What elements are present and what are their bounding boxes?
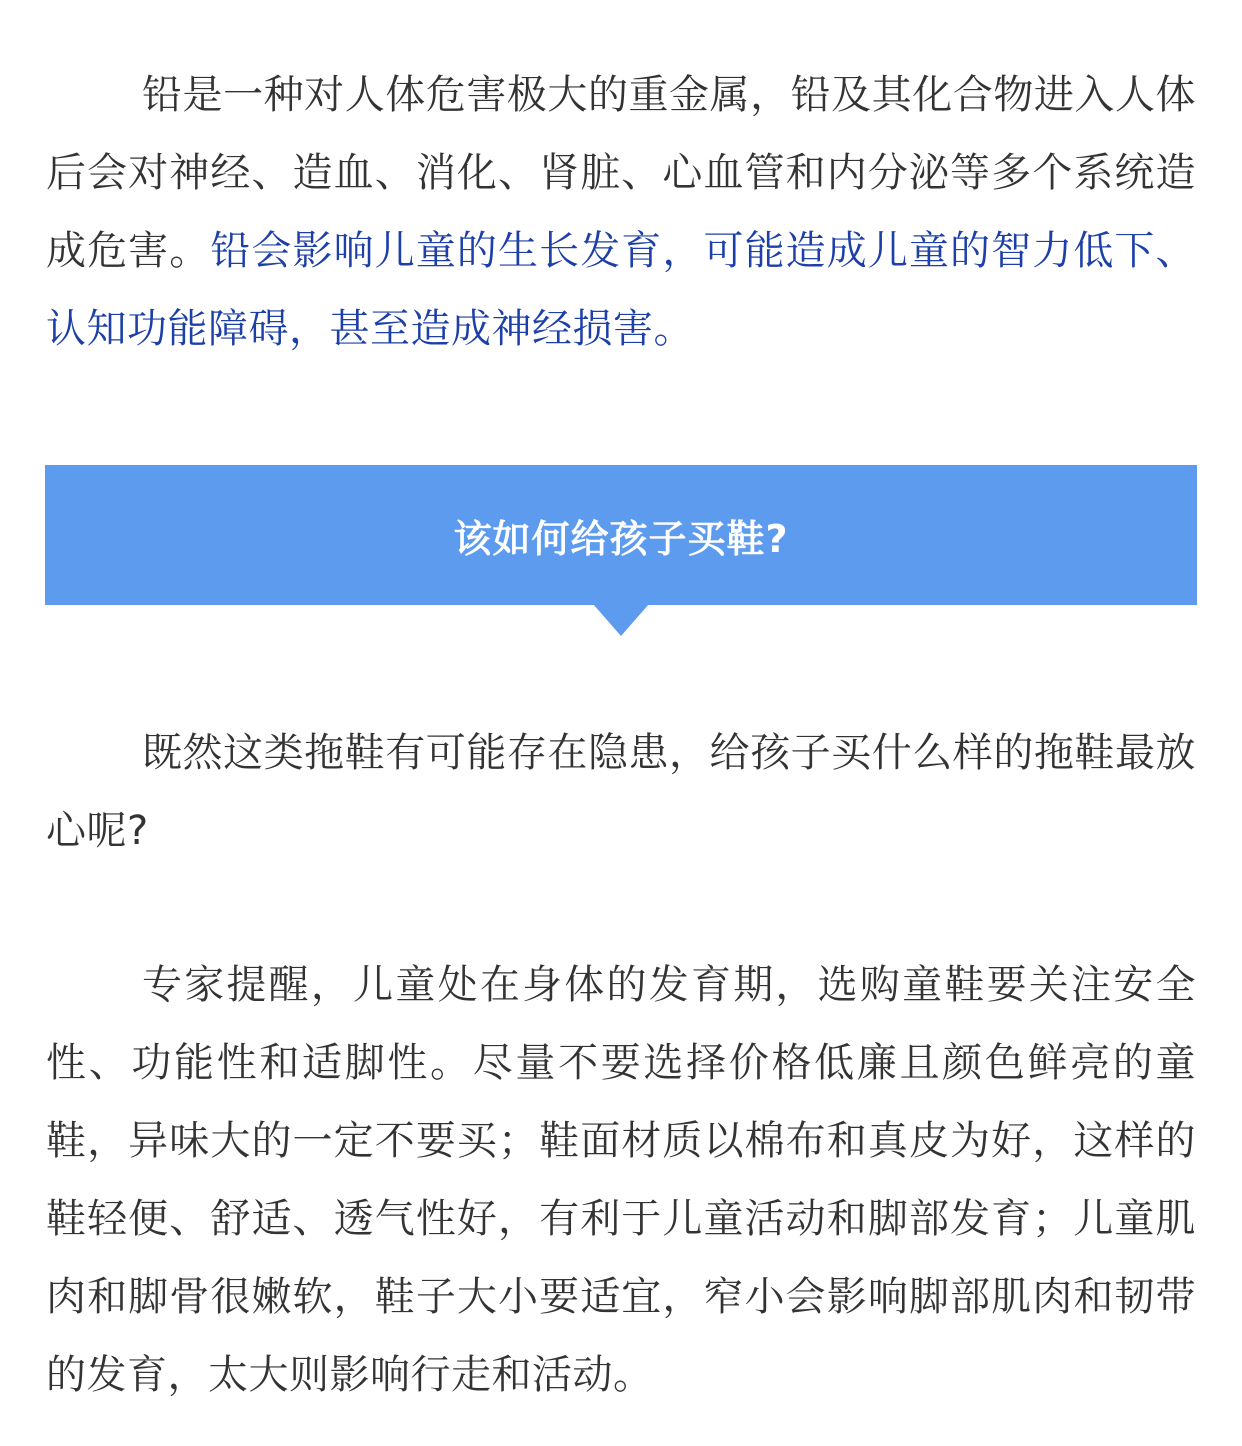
intro-paragraph xyxy=(46,56,1196,368)
intro-text: 铅是一种对人体危害极大的重金属，铅及其化合物进入人体后会对神经、造血、消化、肾脏、心血管和内分泌等多个系统造成危害。 xyxy=(46,72,1196,274)
section-title: 该如何给孩子买鞋? xyxy=(453,516,789,561)
banner-pointer-arrow-icon xyxy=(593,604,649,636)
highlighted-warning-text: 铅会影响儿童的生长发育，可能造成儿童的智力低下、认知功能障碍，甚至造成神经损害。 xyxy=(46,228,1197,352)
expert-advice-paragraph: 专家提醒，儿童处在身体的发育期，选购童鞋要关注安全性、功能性和适脚性。尽量不要选择价格低廉且颜色鲜亮的童鞋，异味大的一定不要买；鞋面材质以棉布和真皮为好，这样的鞋轻便、舒适、透气性好，有利于儿童活动和脚部发育；儿童肌肉和脚骨很嫩软，鞋子大小要适宜，窄小会影响脚部肌肉和韧带的发育，太大则影响行走和活动。 xyxy=(46,962,1196,1398)
section-header-banner xyxy=(45,465,1197,605)
question-paragraph: 既然这类拖鞋有可能存在隐患，给孩子买什么样的拖鞋最放心呢? xyxy=(46,730,1196,854)
